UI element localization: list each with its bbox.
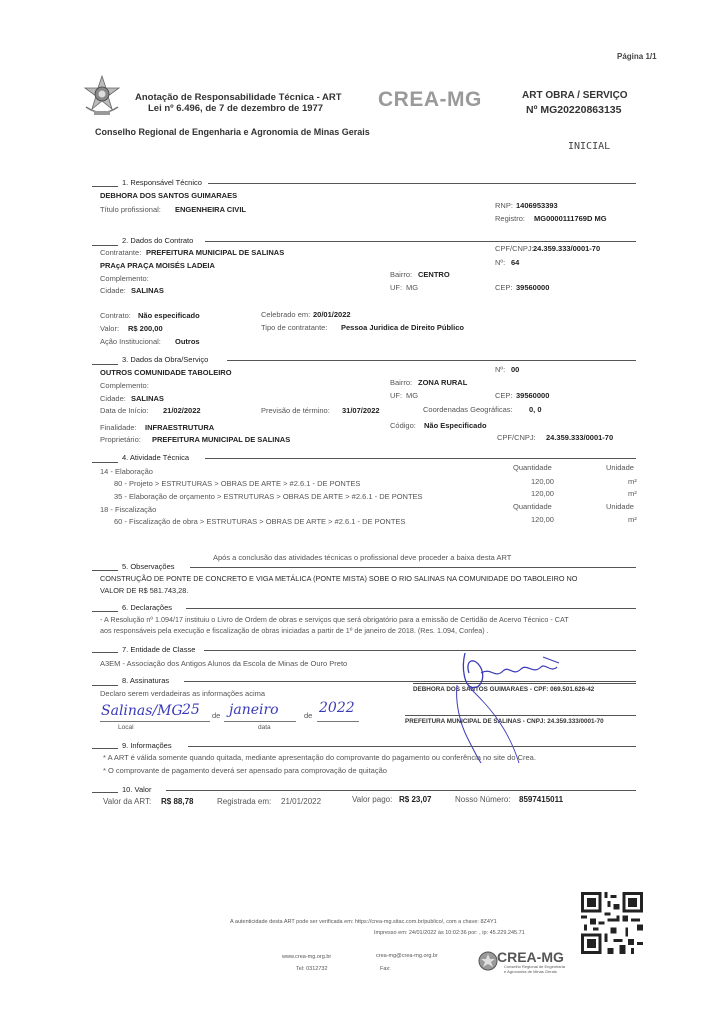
local-caption: Local: [118, 724, 134, 731]
valor-value: R$ 200,00: [128, 324, 163, 333]
contrato-cidade-value: SALINAS: [131, 286, 164, 295]
section-8-lead-line: [92, 685, 118, 686]
section-2-rule: [205, 241, 636, 242]
year-line: [317, 721, 359, 722]
activity-item-qty: 120,00: [531, 489, 554, 498]
section-9-lead-line: [92, 748, 118, 749]
handwritten-month: janeiro: [229, 702, 279, 718]
data-inicio-label: Data de Início:: [100, 406, 149, 415]
quantidade-header: Quantidade: [513, 463, 552, 472]
unidade-header-2: Unidade: [606, 502, 634, 511]
printed-info: Impresso em: 24/01/2022 às 10:02:36 por: , ip: 45.229.245.71: [374, 930, 525, 936]
data-line: [224, 721, 296, 722]
obra-bairro-label: Bairro:: [390, 378, 413, 387]
footer-logo-sub-1: Conselho Regional de Engenharia: [504, 964, 565, 969]
obra-cpf-label: CPF/CNPJ:: [497, 433, 536, 442]
obra-cpf-value: 24.359.333/0001-70: [546, 433, 614, 442]
contrato-no-label: Nº:: [495, 258, 506, 267]
obra-no-value: 00: [511, 365, 520, 374]
proprietario-value: PREFEITURA MUNICIPAL DE SALINAS: [152, 435, 291, 444]
contrato-value: Não especificado: [138, 311, 200, 320]
previsao-value: 31/07/2022: [342, 406, 380, 415]
contrato-uf-label: UF:: [390, 283, 403, 292]
page-number: Página 1/1: [617, 52, 657, 61]
proprietario-label: Proprietário:: [100, 435, 141, 444]
section-3-lead-line: [92, 364, 118, 365]
coordenadas-label: Coordenadas Geográficas:: [423, 405, 513, 414]
section-10-rule: [166, 790, 636, 791]
section-4-rule: [205, 458, 636, 459]
declaracoes-text-2: aos responsáveis pela execução e fiscalização de obras iniciadas a partir de 1º de janeiro de 2018. (Res. 1.094, Confea) .: [100, 626, 489, 635]
activity-item-unit: m²: [628, 515, 637, 524]
obra-cep-value: 39560000: [516, 391, 550, 400]
codigo-value: Não Especificado: [424, 421, 487, 430]
activity-item-desc: 80 - Projeto > ESTRUTURAS > OBRAS DE ARTE > #2.6.1 - DE PONTES: [114, 479, 361, 488]
coordenadas-value: 0, 0: [529, 405, 542, 414]
responsavel-signature-caption: DEBHORA DOS SANTOS GUIMARAES - CPF: 069.501.626-42: [413, 686, 595, 693]
section-4-title: 4. Atividade Técnica: [122, 453, 189, 462]
activity-item-unit: m²: [628, 477, 637, 486]
section-10-title: 10. Valor: [122, 785, 152, 794]
section-3-rule: [227, 360, 636, 361]
unidade-header: Unidade: [606, 463, 634, 472]
fax-text: Fax:: [380, 966, 391, 972]
art-status: INICIAL: [568, 141, 611, 152]
codigo-label: Código:: [390, 421, 416, 430]
valor-pago-value: R$ 23,07: [399, 795, 432, 804]
section-9-title: 9. Informações: [122, 741, 172, 750]
obra-bairro-value: ZONA RURAL: [418, 378, 468, 387]
authenticity-text: A autenticidade desta ART pode ser verificada em: https://crea-mg.sitac.com.br/publico/, com a chave: 8Z4Y1: [230, 919, 497, 925]
section-5-lead-line: [92, 570, 118, 571]
declaro-text: Declaro serem verdadeiras as informações acima: [100, 689, 266, 698]
contrato-complemento-label: Complemento:: [100, 274, 149, 283]
section-1-lead-line: [92, 186, 118, 187]
contrato-uf-value: MG: [406, 283, 419, 292]
tipo-contratante-value: Pessoa Juridica de Direito Público: [341, 323, 464, 332]
contrato-label: Contrato:: [100, 311, 131, 320]
section-6-rule: [186, 608, 636, 609]
section-9-rule: [188, 746, 636, 747]
informacoes-item-1: * A ART é válida somente quando quitada, mediante apresentação do comprovante do pagamento ou conferência no site do Crea.: [103, 753, 536, 762]
art-title: Anotação de Responsabilidade Técnica - ART: [135, 92, 342, 103]
rnp-label: RNP:: [495, 201, 513, 210]
contrato-cep-value: 39560000: [516, 283, 550, 292]
valor-label: Valor:: [100, 324, 120, 333]
activity-item-qty: 120,00: [531, 477, 554, 486]
activity-group-name: 18 - Fiscalização: [100, 505, 157, 514]
baixa-note: Após a conclusão das atividades técnicas o profissional deve proceder a baixa desta ART: [213, 553, 512, 562]
contrato-bairro-label: Bairro:: [390, 270, 413, 279]
telephone-text: Tel: 0312732: [296, 966, 328, 972]
handwritten-local: Salinas/MG: [101, 703, 183, 719]
section-7-lead-line: [92, 652, 118, 653]
obra-complemento-label: Complemento:: [100, 381, 149, 390]
local-line: [100, 721, 210, 722]
art-number: Nº MG20220863135: [526, 104, 622, 116]
crea-mg-logo: CREA-MG: [378, 88, 482, 111]
registrada-label: Registrada em:: [217, 797, 272, 806]
contrato-cpf-value: 24.359.333/0001-70: [533, 244, 601, 253]
celebrado-value: 20/01/2022: [313, 310, 351, 319]
activity-item-unit: m²: [628, 489, 637, 498]
de-word-1: de: [212, 711, 221, 720]
responsavel-name: DEBHORA DOS SANTOS GUIMARAES: [100, 191, 238, 200]
contratante-label: Contratante:: [100, 248, 142, 257]
coat-of-arms-emblem: [80, 74, 124, 118]
section-4-lead-line: [92, 462, 118, 463]
contrato-cpf-label: CPF/CNPJ:: [495, 244, 534, 253]
art-type: ART OBRA / SERVIÇO: [522, 90, 628, 101]
titulo-label: Título profissional:: [100, 205, 161, 214]
acao-institucional-label: Ação Institucional:: [100, 337, 161, 346]
obra-cep-label: CEP:: [495, 391, 513, 400]
handwritten-signature: [447, 645, 587, 765]
handwritten-year: 2022: [319, 700, 355, 716]
contrato-bairro-value: CENTRO: [418, 270, 450, 279]
activity-item-desc: 60 - Fiscalização de obra > ESTRUTURAS > OBRAS DE ARTE > #2.6.1 - DE PONTES: [114, 517, 406, 526]
nosso-numero-label: Nosso Número:: [455, 795, 511, 804]
data-caption: data: [258, 724, 271, 731]
section-6-title: 6. Declarações: [122, 603, 173, 612]
council-name: Conselho Regional de Engenharia e Agronomia de Minas Gerais: [95, 127, 370, 137]
acao-institucional-value: Outros: [175, 337, 200, 346]
titulo-value: ENGENHEIRA CIVIL: [175, 205, 246, 214]
obra-cidade-value: SALINAS: [131, 394, 164, 403]
observacoes-text: CONSTRUÇÃO DE PONTE DE CONCRETO E VIGA METÁLICA (PONTE MISTA) SOBE O RIO SALINAS NA COMUNIDADE DO TABOLEIRO NO: [100, 574, 578, 583]
de-word-2: de: [304, 711, 313, 720]
section-1-rule: [208, 183, 636, 184]
obra-uf-value: MG: [406, 391, 419, 400]
section-2-title: 2. Dados do Contrato: [122, 236, 194, 245]
contrato-cidade-label: Cidade:: [100, 286, 126, 295]
obra-no-label: Nº:: [495, 365, 506, 374]
previsao-label: Previsão de término:: [261, 406, 330, 415]
finalidade-value: INFRAESTRUTURA: [145, 423, 215, 432]
activity-group-name: 14 - Elaboração: [100, 467, 153, 476]
qr-code: [581, 892, 643, 954]
section-3-title: 3. Dados da Obra/Serviço: [122, 355, 209, 364]
celebrado-label: Celebrado em:: [261, 310, 311, 319]
valor-pago-label: Valor pago:: [352, 795, 393, 804]
section-1-title: 1. Responsável Técnico: [122, 178, 202, 187]
website-text: www.crea-mg.org.br: [282, 954, 332, 960]
declaracoes-text: - A Resolução nº 1.094/17 instituiu o Livro de Ordem de obras e serviços que será obrigatório para a emissão de Certidão de Acervo Técnico - CAT: [100, 615, 569, 624]
valor-art-value: R$ 88,78: [161, 797, 194, 806]
handwritten-day: 25: [182, 702, 200, 718]
registrada-value: 21/01/2022: [281, 797, 322, 806]
contrato-endereco: PRAçA PRAÇA MOISÉS LADEIA: [100, 261, 215, 270]
prefeitura-signature-caption: PREFEITURA MUNICIPAL DE SALINAS - CNPJ: 24.359.333/0001-70: [405, 718, 604, 725]
footer-emblem-icon: [478, 951, 498, 971]
valor-art-label: Valor da ART:: [103, 797, 152, 806]
section-8-title: 8. Assinaturas: [122, 676, 170, 685]
obra-endereco: OUTROS COMUNIDADE TABOLEIRO: [100, 368, 232, 377]
activity-item-desc: 35 - Elaboração de orçamento > ESTRUTURAS > OBRAS DE ARTE > #2.6.1 - DE PONTES: [114, 492, 423, 501]
rnp-value: 1406953393: [516, 201, 558, 210]
section-5-title: 5. Observações: [122, 562, 175, 571]
section-2-lead-line: [92, 245, 118, 246]
registro-label: Registro:: [495, 214, 526, 223]
observacoes-text-2: VALOR DE R$ 581.743,28.: [100, 586, 189, 595]
contrato-no-value: 64: [511, 258, 520, 267]
section-10-lead-line: [92, 792, 118, 793]
law-subtitle: Lei nº 6.496, de 7 de dezembro de 1977: [148, 103, 324, 114]
email-text: crea-mg@crea-mg.org.br: [376, 953, 438, 959]
obra-uf-label: UF:: [390, 391, 403, 400]
entidade-classe-text: A3EM - Associação dos Antigos Alunos da Escola de Minas de Ouro Preto: [100, 659, 348, 668]
quantidade-header-2: Quantidade: [513, 502, 552, 511]
data-inicio-value: 21/02/2022: [163, 406, 201, 415]
activity-item-qty: 120,00: [531, 515, 554, 524]
registro-value: MG0000111769D MG: [534, 214, 607, 223]
section-7-title: 7. Entidade de Classe: [122, 645, 196, 654]
section-6-lead-line: [92, 611, 118, 612]
nosso-numero-value: 8597415011: [519, 795, 564, 804]
tipo-contratante-label: Tipo de contratante:: [261, 323, 328, 332]
contratante-value: PREFEITURA MUNICIPAL DE SALINAS: [146, 248, 285, 257]
footer-crea-logo: CREA-MG: [497, 949, 564, 965]
obra-cidade-label: Cidade:: [100, 394, 126, 403]
finalidade-label: Finalidade:: [100, 423, 137, 432]
section-5-rule: [190, 567, 636, 568]
informacoes-item-2: * O comprovante de pagamento deverá ser apensado para comprovação de quitação: [103, 766, 387, 775]
footer-logo-sub-2: e Agronomia de Minas Gerais: [504, 969, 557, 974]
contrato-cep-label: CEP:: [495, 283, 513, 292]
